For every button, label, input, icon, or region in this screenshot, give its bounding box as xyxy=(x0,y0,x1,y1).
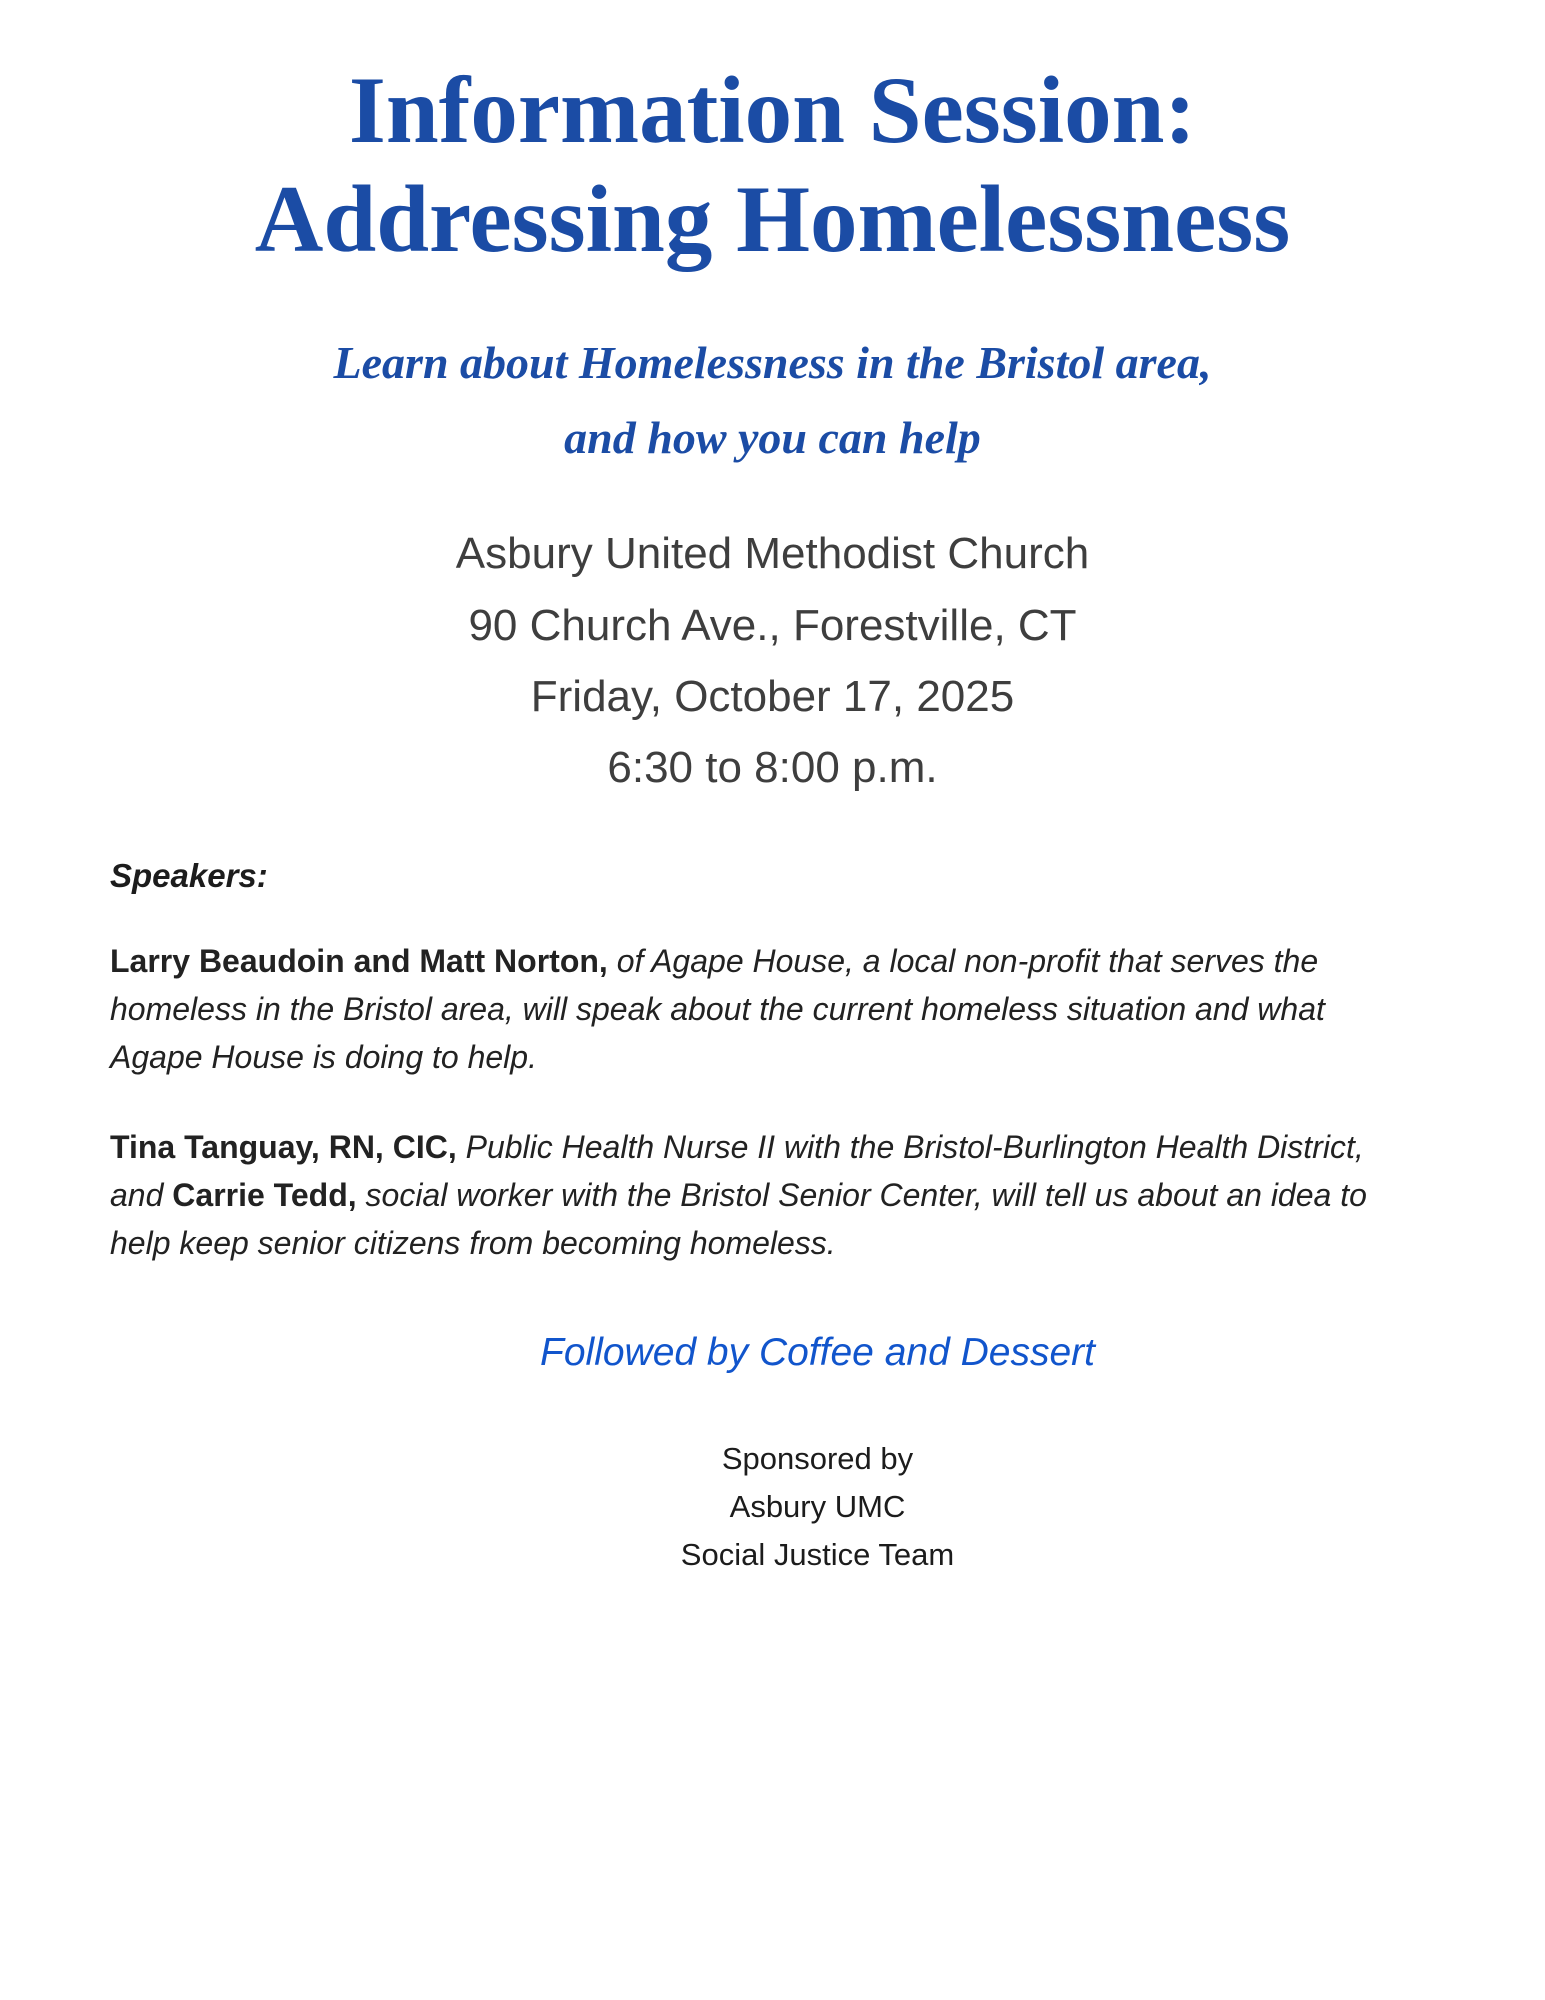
speaker-paragraph-2 xyxy=(110,1123,1395,1267)
event-date: Friday, October 17, 2025 xyxy=(530,671,1015,721)
page-subtitle-line1: Learn about Homelessness in the Bristol area, xyxy=(333,336,1212,388)
page-subtitle-line2: and how you can help xyxy=(564,412,981,464)
page-title xyxy=(0,56,1545,275)
sponsor-line2: Asbury UMC xyxy=(729,1489,906,1525)
event-time: 6:30 to 8:00 p.m. xyxy=(607,743,938,793)
speaker-description-2a: Public Health Nurse II with the Bristol-Burlington Health District, and xyxy=(110,1129,1364,1214)
page-title-line1: Information Session: xyxy=(348,57,1197,163)
speaker-description-1: of Agape House, a local non-profit that serves the homeless in the Bristol area, will speak about the current homeless situation and what Agape House is doing to help. xyxy=(110,943,1325,1076)
coffee-dessert-note: Followed by Coffee and Dessert xyxy=(540,1331,1095,1375)
page-title-line2: Addressing Homelessness xyxy=(254,166,1291,273)
page-subtitle xyxy=(0,325,1545,477)
speakers-heading: Speakers: xyxy=(110,857,268,895)
speaker-names-2a: Tina Tanguay, RN, CIC, xyxy=(110,1129,466,1166)
venue-address: 90 Church Ave., Forestville, CT xyxy=(468,600,1077,650)
speaker-description-2b: social worker with the Bristol Senior Center, will tell us about an idea to help keep senior citizens from becoming homeless. xyxy=(110,1177,1367,1262)
sponsor-line3: Social Justice Team xyxy=(680,1537,955,1573)
speaker-names-2b: Carrie Tedd, xyxy=(172,1177,366,1214)
venue-name: Asbury United Methodist Church xyxy=(455,529,1090,579)
event-details xyxy=(0,518,1545,803)
speakers-section xyxy=(0,857,1545,1267)
speaker-paragraph-1 xyxy=(110,937,1395,1081)
speaker-names-1: Larry Beaudoin and Matt Norton, xyxy=(110,943,617,980)
sponsor-line1: Sponsored by xyxy=(721,1441,914,1477)
sponsor-block xyxy=(0,1435,1545,1579)
